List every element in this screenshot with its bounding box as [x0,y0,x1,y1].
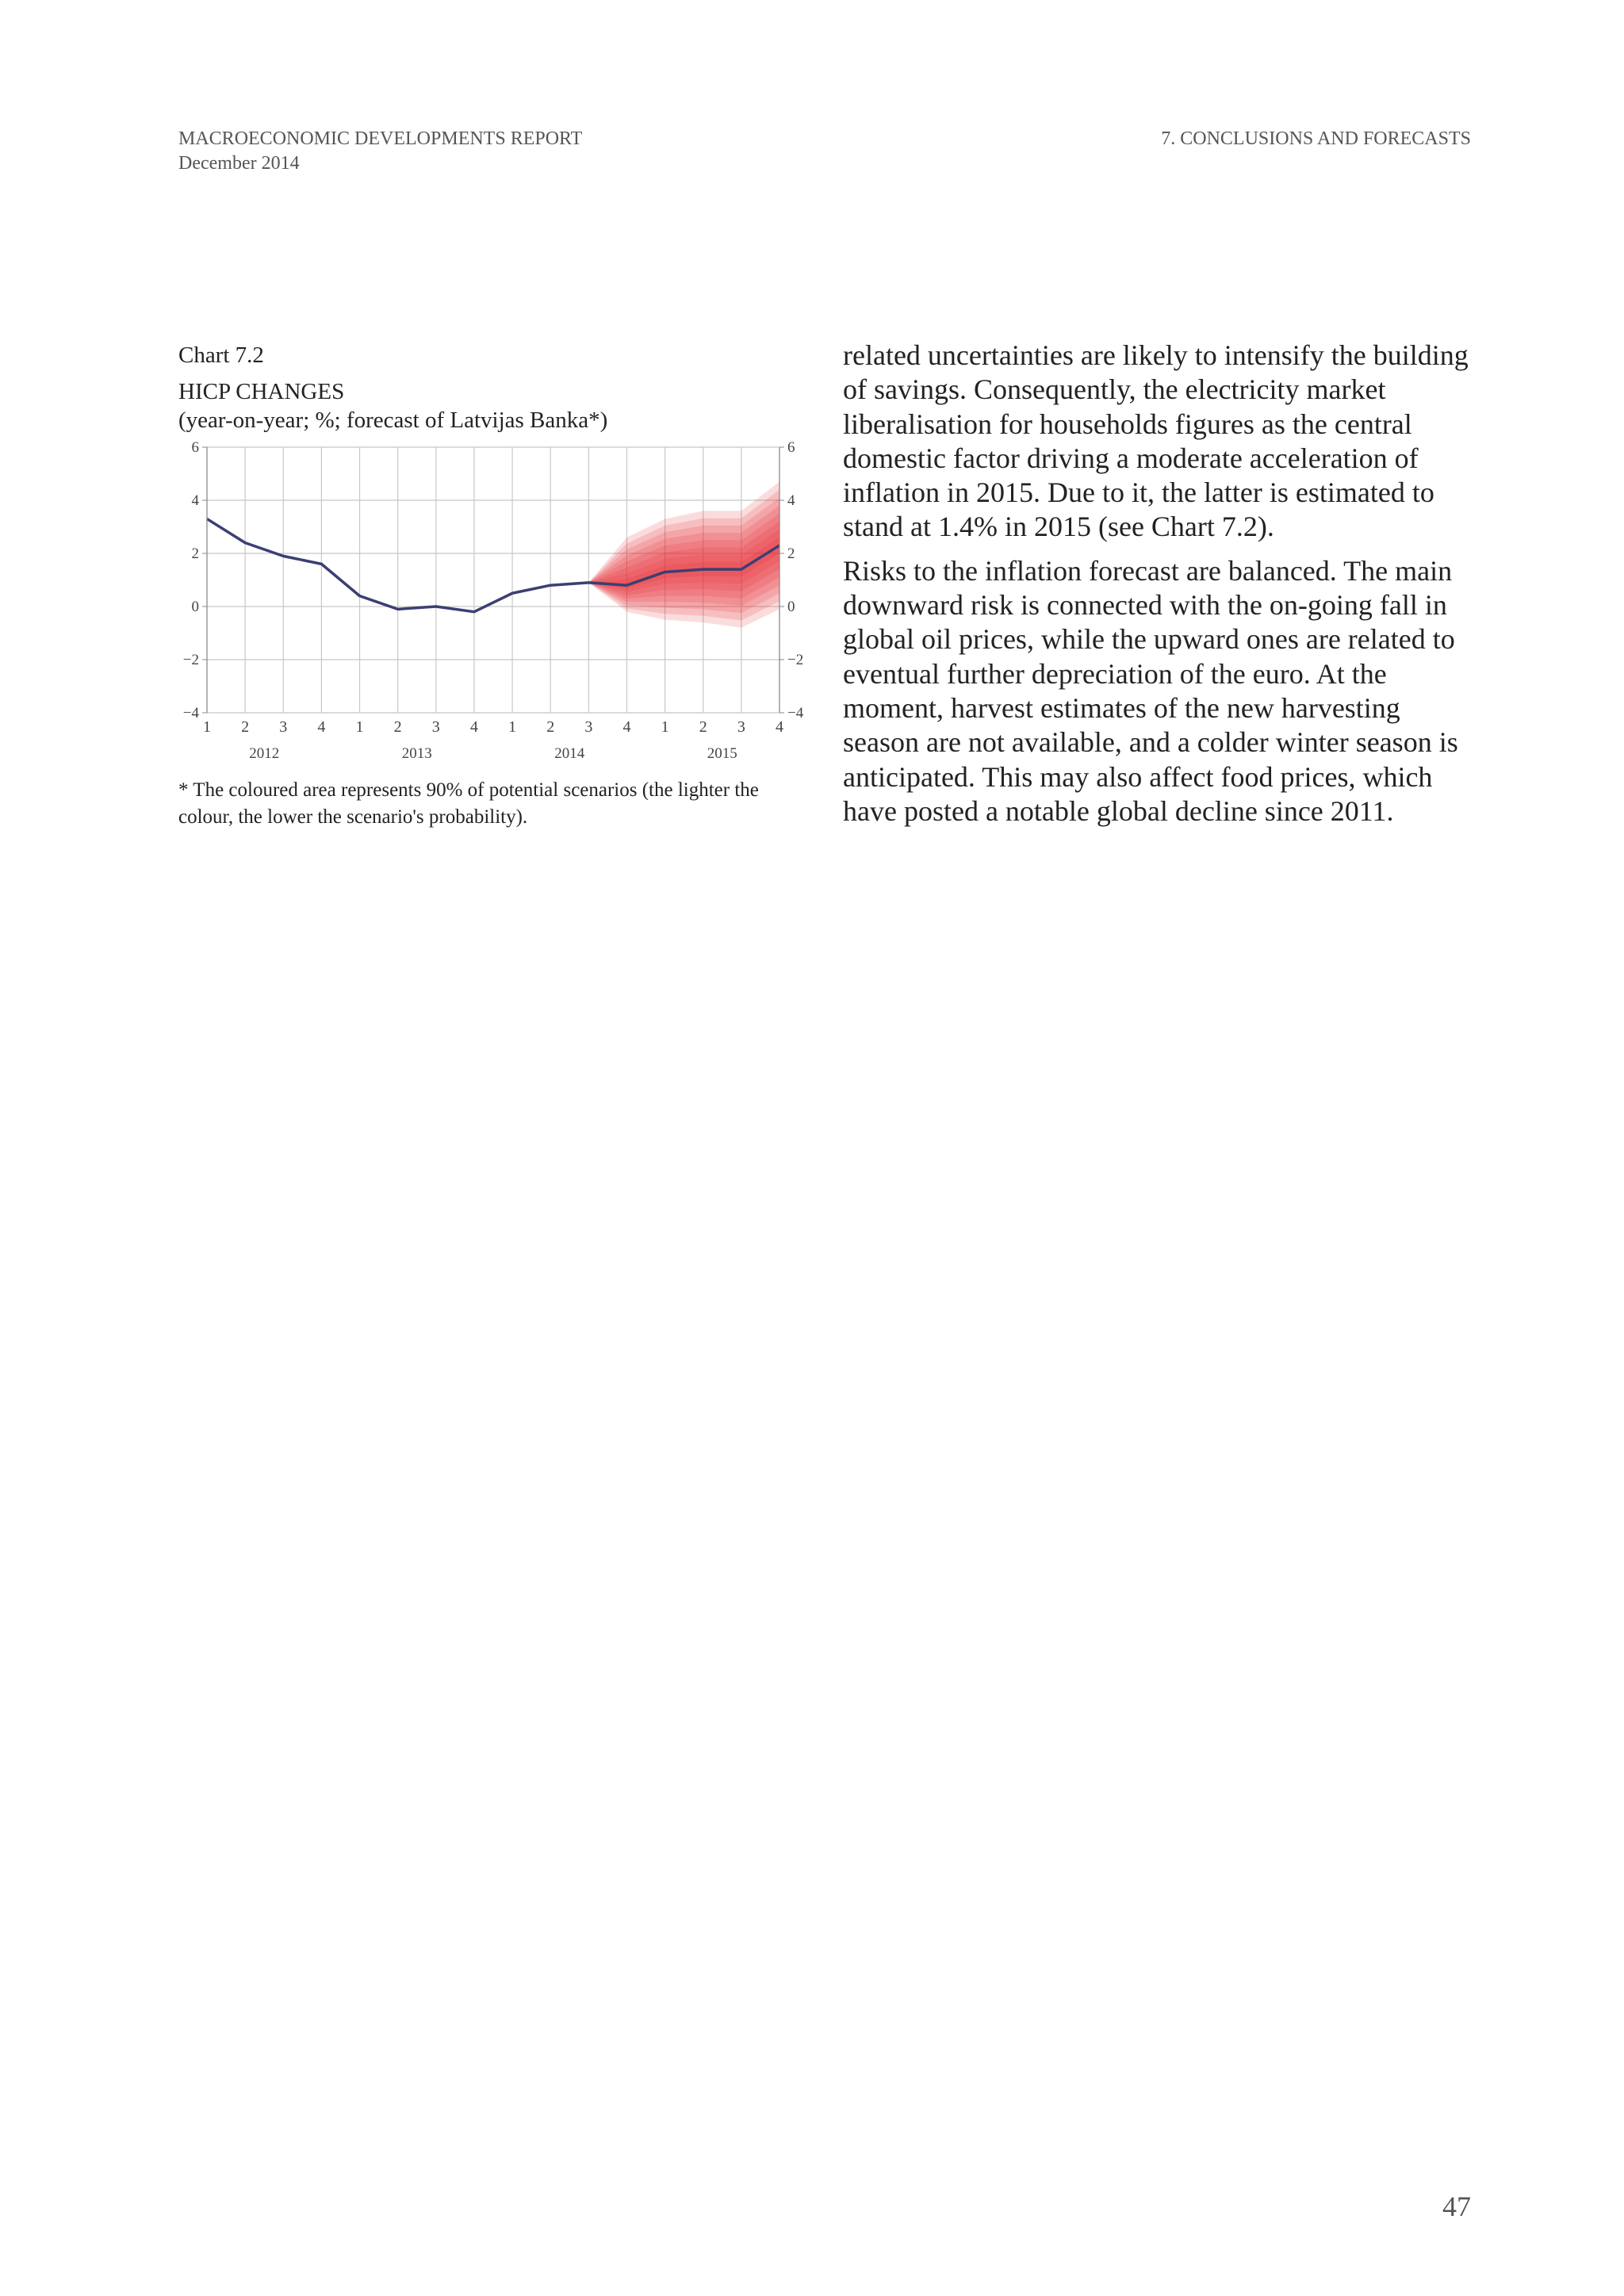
x-year-label: 2012 [249,745,280,762]
y-tick-label-left: 4 [191,492,199,509]
chart-footnote: * The coloured area represents 90% of potential scenarios (the lighter the colour, the lower the scenario's probability). [178,779,759,828]
y-tick-label-right: −4 [787,705,804,721]
y-tick-label-right: 0 [787,599,795,615]
x-tick-label: 4 [622,718,631,736]
report-title: MACROECONOMIC DEVELOPMENTS REPORT [178,128,583,149]
y-tick-label-right: −2 [787,652,804,668]
hicp-fan-chart [178,439,813,772]
x-tick-label: 3 [279,718,288,736]
y-tick-label-left: 2 [191,545,199,562]
section-title: 7. CONCLUSIONS AND FORECASTS [1161,128,1471,149]
x-tick-label: 1 [508,718,517,736]
chart-subtitle: (year-on-year; %; forecast of Latvijas Banka*) [178,408,608,433]
x-tick-label: 4 [776,718,783,736]
x-tick-label: 2 [393,718,402,736]
y-tick-label-right: 2 [787,545,795,562]
y-tick-label-left: −2 [182,652,199,668]
report-date: December 2014 [178,153,300,174]
y-tick-label-left: 6 [191,439,199,456]
chart-number: Chart 7.2 [178,342,264,368]
x-year-label: 2014 [554,745,585,762]
y-tick-label-left: 0 [191,599,199,615]
x-tick-label: 2 [546,718,555,736]
x-tick-label: 3 [431,718,440,736]
x-year-label: 2015 [707,745,737,762]
x-tick-label: 2 [241,718,250,736]
page-header-left [178,127,582,176]
x-tick-label: 4 [317,718,326,736]
x-tick-label: 3 [584,718,593,736]
chart-block [178,341,813,831]
paragraph-2: Risks to the inflation forecast are balanced. The main downward risk is connected with the on-going fall in global oil prices, while the upward ones are related to eventual further depreciation of the euro. At the moment, harvest estimates of the new harvesting season are not available, and a colder winter season is anticipated. This may also affect food prices, which have posted a notable global decline since 2011. [843,554,1458,827]
x-tick-label: 2 [699,718,707,736]
x-tick-label: 1 [203,718,211,736]
chart-title: HICP CHANGES [178,379,345,404]
x-year-label: 2013 [401,745,432,762]
x-tick-label: 1 [661,718,669,736]
x-tick-label: 1 [355,718,364,736]
paragraph-1: related uncertainties are likely to intensify the building of savings. Consequently, the electricity market liberalisation for households figures as the central domestic factor driving a moderate acceleration of inflation in 2015. Due to it, the latter is estimated to stand at 1.4% in 2015 (see Chart 7.2). [843,339,1469,543]
x-tick-label: 3 [737,718,745,736]
y-tick-label-right: 4 [787,492,795,509]
page-number: 47 [1442,2191,1471,2222]
x-tick-label: 4 [469,718,478,736]
y-tick-label-right: 6 [787,439,795,456]
body-text [843,339,1477,838]
y-tick-label-left: −4 [182,705,199,721]
